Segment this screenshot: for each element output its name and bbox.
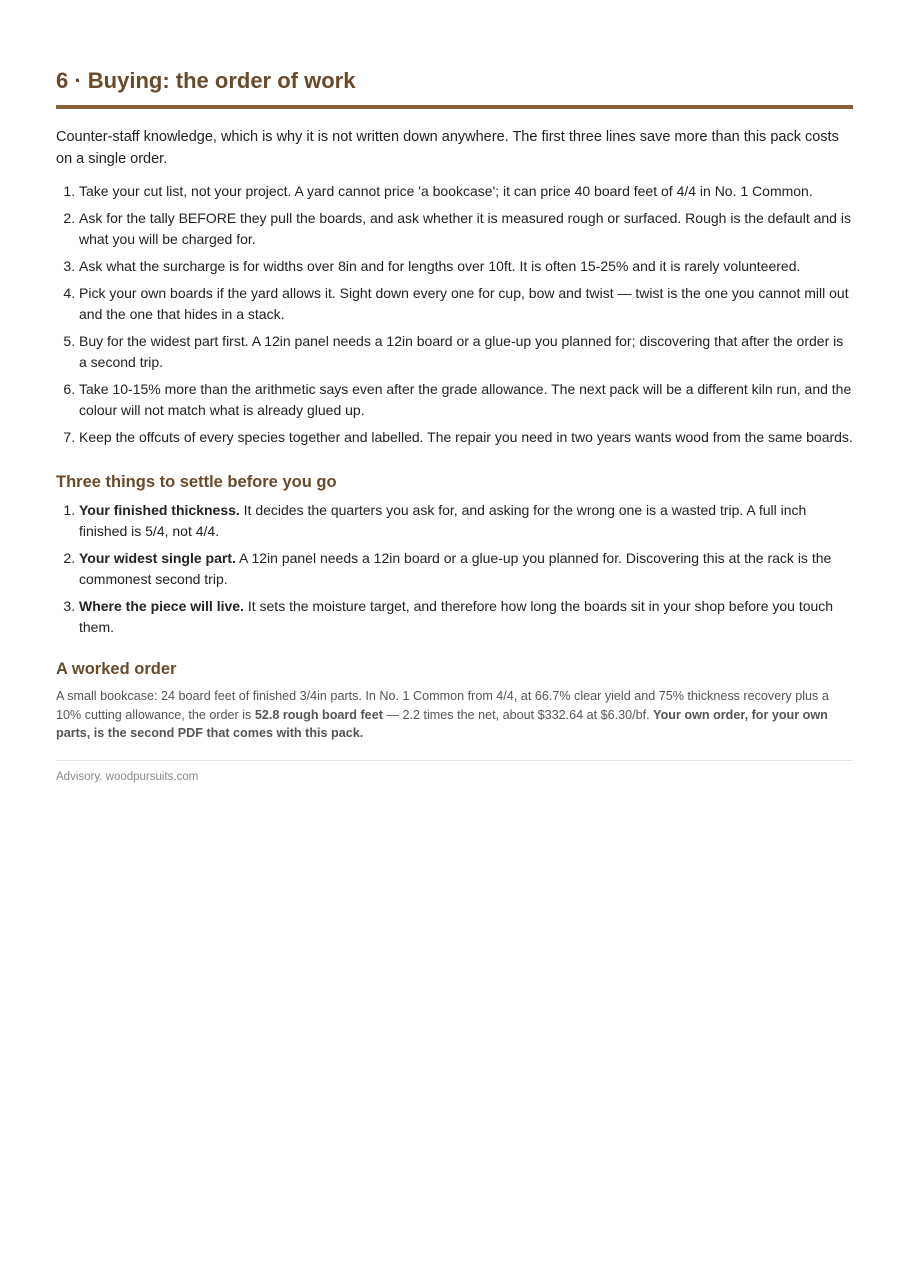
list-item	[79, 500, 853, 542]
worked-text-middle: — 2.2 times the net, about $332.64 at $6.30/bf.	[382, 707, 654, 722]
list-item: 1. Take your cut list, not your project. A yard cannot price 'a bookcase'; it can price 40 board feet of 4/4 in No. 1 Common.	[79, 181, 853, 202]
list-item	[79, 548, 853, 590]
list-item: 6. Take 10-15% more than the arithmetic says even after the grade allowance. The next pack will be a different kiln run, and the colour will not match what is already glued up.	[79, 379, 853, 421]
item-text: It decides the quarters you ask for, and asking for the wrong one is a wasted trip. A full inch finished is 5/4, not 4/4.	[79, 502, 807, 539]
list-item: 5. Buy for the widest part first. A 12in panel needs a 12in board or a glue-up you planned for; discovering that after the order is a second trip.	[79, 331, 853, 373]
page-footer: Advisory. woodpursuits.com	[56, 760, 853, 785]
list-item: 7. Keep the offcuts of every species together and labelled. The repair you need in two years wants wood from the same boards.	[79, 427, 853, 448]
settle-heading: Three things to settle before you go	[56, 473, 337, 491]
item-lead: Where the piece will live.	[79, 598, 244, 614]
item-text: A 12in panel needs a 12in board or a glue-up you planned for. Discovering this at the rack is the commonest second trip.	[79, 550, 832, 587]
worked-highlight: 52.8 rough board feet	[254, 707, 383, 722]
item-lead: Your widest single part.	[79, 550, 236, 566]
worked-order-heading: A worked order	[56, 660, 177, 678]
worked-order-paragraph	[56, 687, 853, 743]
intro-paragraph: Counter-staff knowledge, which is why it is not written down anywhere. The first three lines save more than this pack costs on a single order.	[56, 129, 839, 167]
list-item: 4. Pick your own boards if the yard allows it. Sight down every one for cup, bow and twist — twist is the one you cannot mill out and the one that hides in a stack.	[79, 283, 853, 325]
list-item	[79, 596, 853, 638]
settle-list	[56, 500, 853, 638]
list-item: 2. Ask for the tally BEFORE they pull the boards, and ask whether it is measured rough or surfaced. Rough is the default and is what you will be charged for.	[79, 208, 853, 250]
item-text: It sets the moisture target, and therefore how long the boards sit in your shop before you touch them.	[79, 598, 834, 635]
order-of-work-list	[56, 181, 853, 448]
worked-closing: Your own order, for your own parts, is the second PDF that comes with this pack.	[56, 707, 828, 740]
list-item: 3. Ask what the surcharge is for widths over 8in and for lengths over 10ft. It is often 15-25% and it is rarely volunteered.	[79, 256, 853, 277]
item-lead: Your finished thickness.	[79, 502, 240, 518]
worked-text-start: A small bookcase: 24 board feet of finished 3/4in parts. In No. 1 Common from 4/4, at 66.7% clear yield and 75% thickness recovery plus a 10% cutting allowance, the order is	[56, 689, 829, 722]
section-title: 6 · Buying: the order of work	[56, 66, 853, 109]
